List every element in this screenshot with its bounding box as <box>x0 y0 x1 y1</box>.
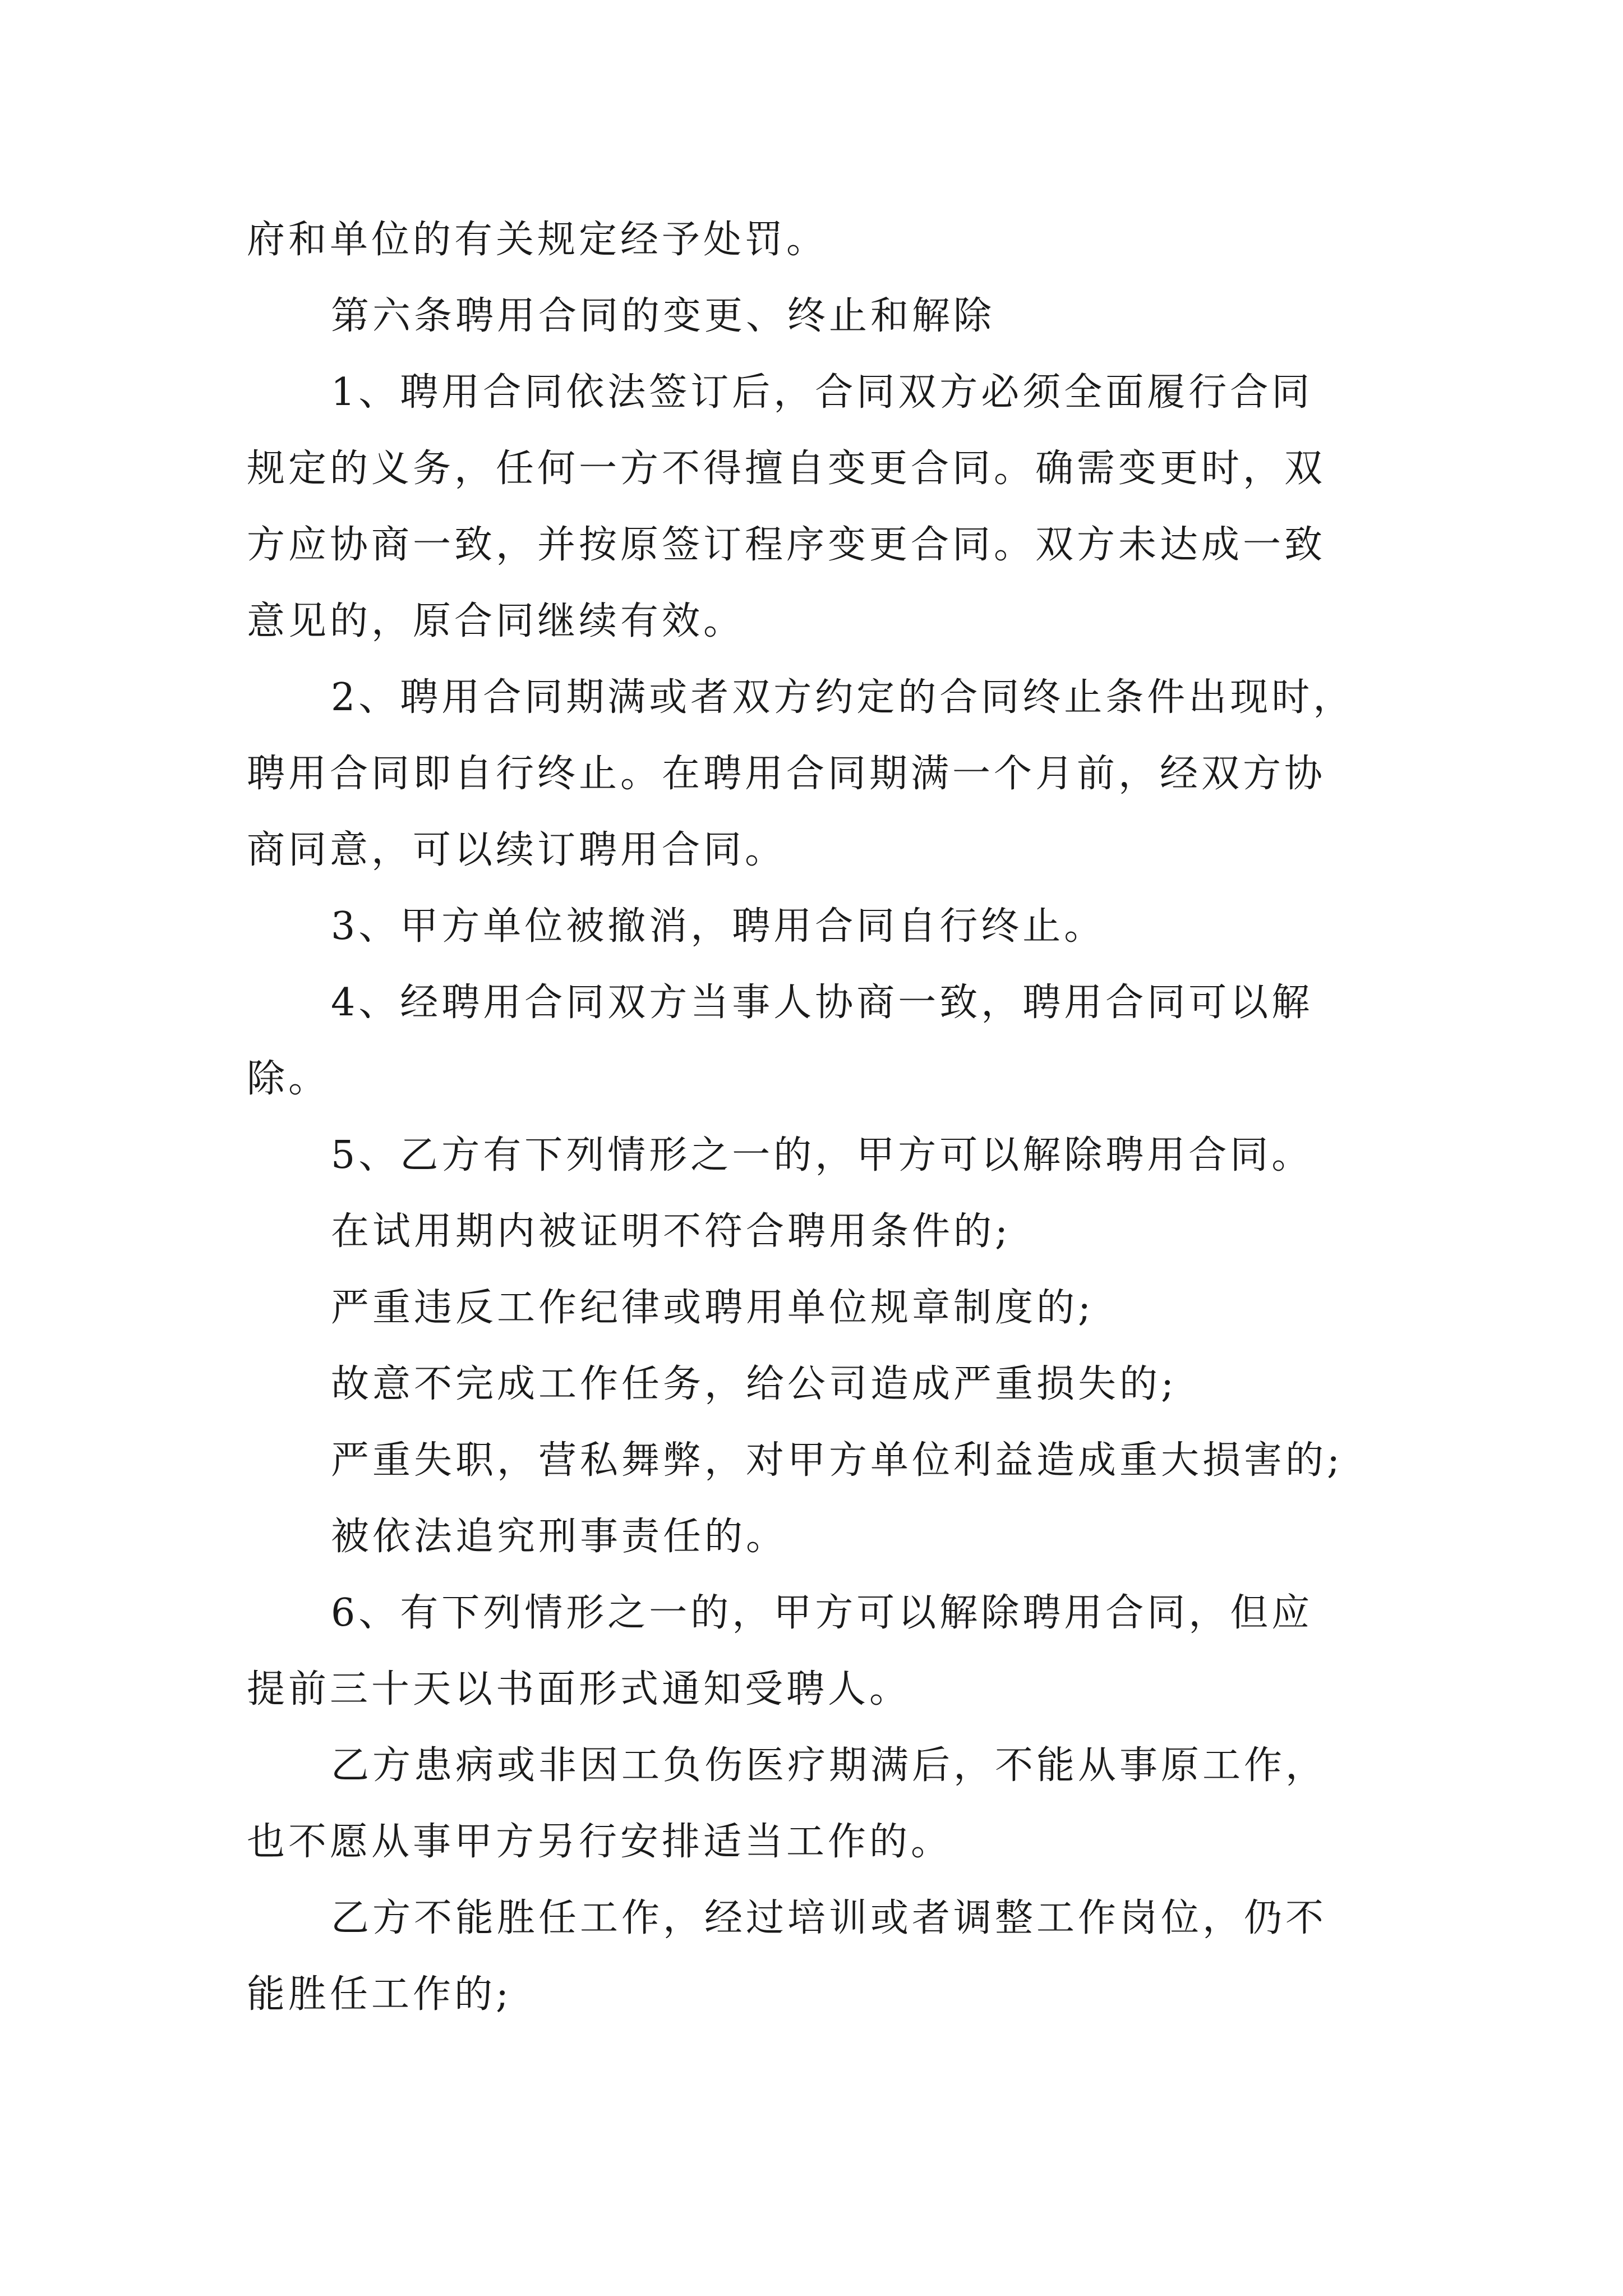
document-body <box>247 202 1391 2033</box>
paragraph-line: 2、聘用合同期满或者双方约定的合同终止条件出现时， <box>331 675 1355 720</box>
list-item: 在试用期内被证明不符合聘用条件的; <box>331 1209 1011 1254</box>
article-heading: 第六条聘用合同的变更、终止和解除 <box>331 294 995 338</box>
paragraph-line: 也不愿从事甲方另行安排适当工作的。 <box>247 1820 953 1864</box>
paragraph-line: 府和单位的有关规定经予处罚。 <box>247 218 828 262</box>
paragraph-line: 规定的义务，任何一方不得擅自变更合同。确需变更时，双 <box>247 447 1326 491</box>
list-item: 严重违反工作纪律或聘用单位规章制度的; <box>331 1286 1094 1330</box>
paragraph-line: 除。 <box>247 1057 330 1101</box>
paragraph-line: 乙方患病或非因工负伤医疗期满后，不能从事原工作， <box>331 1743 1327 1788</box>
paragraph-line: 商同意，可以续订聘用合同。 <box>247 828 787 872</box>
paragraph-line: 4、经聘用合同双方当事人协商一致，聘用合同可以解 <box>331 981 1313 1025</box>
list-item: 严重失职，营私舞弊，对甲方单位利益造成重大损害的; <box>331 1438 1343 1483</box>
paragraph-line: 3、甲方单位被撤消，聘用合同自行终止。 <box>331 904 1106 949</box>
list-item: 故意不完成工作任务，给公司造成严重损失的; <box>331 1362 1177 1406</box>
paragraph-line: 意见的，原合同继续有效。 <box>247 599 745 643</box>
paragraph-line: 聘用合同即自行终止。在聘用合同期满一个月前，经双方协 <box>247 752 1326 796</box>
paragraph-line: 1、聘用合同依法签订后，合同双方必须全面履行合同 <box>331 370 1313 415</box>
paragraph-line: 能胜任工作的; <box>247 1972 512 2017</box>
paragraph-line: 5、乙方有下列情形之一的，甲方可以解除聘用合同。 <box>331 1133 1313 1177</box>
list-item: 被依法追究刑事责任的。 <box>331 1515 788 1559</box>
paragraph-line: 6、有下列情形之一的，甲方可以解除聘用合同，但应 <box>331 1591 1313 1635</box>
paragraph-line: 乙方不能胜任工作，经过培训或者调整工作岗位，仍不 <box>331 1896 1327 1940</box>
paragraph-line: 方应协商一致，并按原签订程序变更合同。双方未达成一致 <box>247 523 1326 567</box>
paragraph-line: 提前三十天以书面形式通知受聘人。 <box>247 1667 911 1711</box>
